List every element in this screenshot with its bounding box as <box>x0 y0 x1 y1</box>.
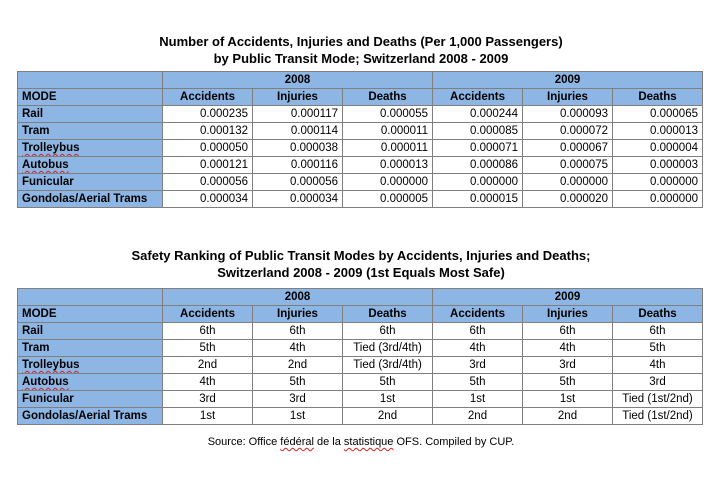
value-cell: 4th <box>613 357 703 374</box>
value-cell: 0.000005 <box>343 191 433 208</box>
source-note <box>0 436 722 448</box>
value-cell: 0.000056 <box>253 174 343 191</box>
mode-name: Autobus <box>22 376 69 388</box>
year-header-row <box>18 72 703 89</box>
value-cell: 0.000244 <box>433 106 523 123</box>
corner-cell <box>18 72 163 89</box>
column-header-deaths: Deaths <box>343 306 433 323</box>
value-cell: 5th <box>163 340 253 357</box>
source-word-statistique: statistique <box>343 436 394 448</box>
table-row <box>18 374 703 391</box>
value-cell: 1st <box>433 391 523 408</box>
value-cell: 0.000056 <box>163 174 253 191</box>
mode-name: Tram <box>22 342 50 354</box>
value-cell: 0.000038 <box>253 140 343 157</box>
mode-name: Trolleybus <box>22 142 80 154</box>
value-cell: 0.000013 <box>343 157 433 174</box>
column-header-deaths: Deaths <box>613 89 703 106</box>
value-cell: 4th <box>433 340 523 357</box>
value-cell: 5th <box>253 374 343 391</box>
value-cell: Tied (1st/2nd) <box>613 408 703 425</box>
mode-name: Tram <box>22 125 50 137</box>
value-cell: Tied (1st/2nd) <box>613 391 703 408</box>
value-cell: 6th <box>433 323 523 340</box>
table-row <box>18 140 703 157</box>
corner-cell <box>18 289 163 306</box>
value-cell: 3rd <box>163 391 253 408</box>
value-cell: 2nd <box>523 408 613 425</box>
value-cell: 3rd <box>523 357 613 374</box>
mode-name: Autobus <box>22 159 69 171</box>
column-header-accidents: Accidents <box>163 306 253 323</box>
table1-title-line1: Number of Accidents, Injuries and Deaths (Per 1,000 Passengers) <box>159 34 563 49</box>
value-cell: 2nd <box>343 408 433 425</box>
value-cell: 0.000071 <box>433 140 523 157</box>
column-header-injuries: Injuries <box>253 306 343 323</box>
mode-name: Gondolas/Aerial Trams <box>22 410 148 422</box>
mode-cell <box>18 357 163 374</box>
table-row <box>18 123 703 140</box>
value-cell: 6th <box>163 323 253 340</box>
value-cell: 0.000121 <box>163 157 253 174</box>
value-cell: 5th <box>343 374 433 391</box>
table-row <box>18 157 703 174</box>
value-cell: 3rd <box>253 391 343 408</box>
value-cell: 6th <box>613 323 703 340</box>
table-row <box>18 174 703 191</box>
source-prefix: Source: Office <box>207 436 281 448</box>
source-word-federal: fédéral <box>280 436 314 448</box>
value-cell: 0.000011 <box>343 140 433 157</box>
column-header-accidents: Accidents <box>433 89 523 106</box>
value-cell: 0.000011 <box>343 123 433 140</box>
value-cell: 1st <box>343 391 433 408</box>
value-cell: 0.000013 <box>613 123 703 140</box>
table-row <box>18 408 703 425</box>
table-row <box>18 191 703 208</box>
value-cell: 3rd <box>433 357 523 374</box>
value-cell: 0.000003 <box>613 157 703 174</box>
value-cell: 3rd <box>613 374 703 391</box>
mode-name: Trolleybus <box>22 359 80 371</box>
year-header-2008: 2008 <box>163 72 433 89</box>
value-cell: 0.000086 <box>433 157 523 174</box>
value-cell: 5th <box>523 374 613 391</box>
value-cell: 0.000050 <box>163 140 253 157</box>
column-header-accidents: Accidents <box>433 306 523 323</box>
value-cell: 1st <box>253 408 343 425</box>
value-cell: 2nd <box>163 357 253 374</box>
mode-name: Gondolas/Aerial Trams <box>22 193 148 205</box>
value-cell: 0.000235 <box>163 106 253 123</box>
value-cell: 0.000055 <box>343 106 433 123</box>
value-cell: 0.000000 <box>613 174 703 191</box>
mode-name: Funicular <box>22 176 74 188</box>
mode-cell <box>18 123 163 140</box>
mode-cell <box>18 391 163 408</box>
value-cell: 4th <box>523 340 613 357</box>
value-cell: 0.000065 <box>613 106 703 123</box>
value-cell: 2nd <box>433 408 523 425</box>
table-row <box>18 391 703 408</box>
column-header-deaths: Deaths <box>343 89 433 106</box>
year-header-2008: 2008 <box>163 289 433 306</box>
value-cell: 0.000085 <box>433 123 523 140</box>
value-cell: 6th <box>343 323 433 340</box>
value-cell: 6th <box>253 323 343 340</box>
value-cell: 0.000034 <box>253 191 343 208</box>
value-cell: 0.000034 <box>163 191 253 208</box>
table1-title <box>0 33 722 67</box>
value-cell: 0.000000 <box>343 174 433 191</box>
value-cell: 0.000000 <box>523 174 613 191</box>
year-header-row <box>18 289 703 306</box>
table2-title <box>0 247 722 281</box>
value-cell: 1st <box>163 408 253 425</box>
value-cell: 0.000072 <box>523 123 613 140</box>
table-row <box>18 357 703 374</box>
year-header-2009: 2009 <box>433 289 703 306</box>
table-row <box>18 323 703 340</box>
mode-cell <box>18 174 163 191</box>
mode-name: Rail <box>22 108 44 120</box>
value-cell: 5th <box>613 340 703 357</box>
source-middle: de la <box>313 436 344 448</box>
mode-cell <box>18 340 163 357</box>
mode-header: MODE <box>18 89 163 106</box>
value-cell: 0.000075 <box>523 157 613 174</box>
value-cell: 5th <box>433 374 523 391</box>
column-header-row <box>18 89 703 106</box>
mode-name: Rail <box>22 325 44 337</box>
value-cell: Tied (3rd/4th) <box>343 340 433 357</box>
value-cell: 0.000067 <box>523 140 613 157</box>
value-cell: 4th <box>253 340 343 357</box>
value-cell: 2nd <box>253 357 343 374</box>
value-cell: 4th <box>163 374 253 391</box>
table2-title-line2: Switzerland 2008 - 2009 (1st Equals Most Safe) <box>217 265 505 280</box>
year-header-2009: 2009 <box>433 72 703 89</box>
value-cell: 0.000116 <box>253 157 343 174</box>
mode-cell <box>18 106 163 123</box>
value-cell: 0.000000 <box>613 191 703 208</box>
column-header-deaths: Deaths <box>613 306 703 323</box>
accidents-per-passenger-table <box>17 71 703 208</box>
mode-cell <box>18 374 163 391</box>
value-cell: 0.000004 <box>613 140 703 157</box>
table-row <box>18 106 703 123</box>
mode-cell <box>18 140 163 157</box>
table-row <box>18 340 703 357</box>
value-cell: 6th <box>523 323 613 340</box>
mode-cell <box>18 157 163 174</box>
value-cell: 0.000117 <box>253 106 343 123</box>
column-header-accidents: Accidents <box>163 89 253 106</box>
value-cell: 0.000020 <box>523 191 613 208</box>
mode-cell <box>18 191 163 208</box>
value-cell: 0.000000 <box>433 174 523 191</box>
column-header-injuries: Injuries <box>253 89 343 106</box>
column-header-injuries: Injuries <box>523 89 613 106</box>
value-cell: 0.000015 <box>433 191 523 208</box>
value-cell: 0.000132 <box>163 123 253 140</box>
mode-cell <box>18 323 163 340</box>
value-cell: 0.000093 <box>523 106 613 123</box>
value-cell: 1st <box>523 391 613 408</box>
value-cell: 0.000114 <box>253 123 343 140</box>
mode-name: Funicular <box>22 393 74 405</box>
table1-title-line2: by Public Transit Mode; Switzerland 2008 - 2009 <box>213 51 509 66</box>
column-header-row <box>18 306 703 323</box>
source-suffix: OFS. Compiled by CUP. <box>393 436 515 448</box>
mode-header: MODE <box>18 306 163 323</box>
mode-cell <box>18 408 163 425</box>
value-cell: Tied (3rd/4th) <box>343 357 433 374</box>
column-header-injuries: Injuries <box>523 306 613 323</box>
safety-ranking-table <box>17 288 703 425</box>
table2-title-line1: Safety Ranking of Public Transit Modes by Accidents, Injuries and Deaths; <box>131 248 591 263</box>
